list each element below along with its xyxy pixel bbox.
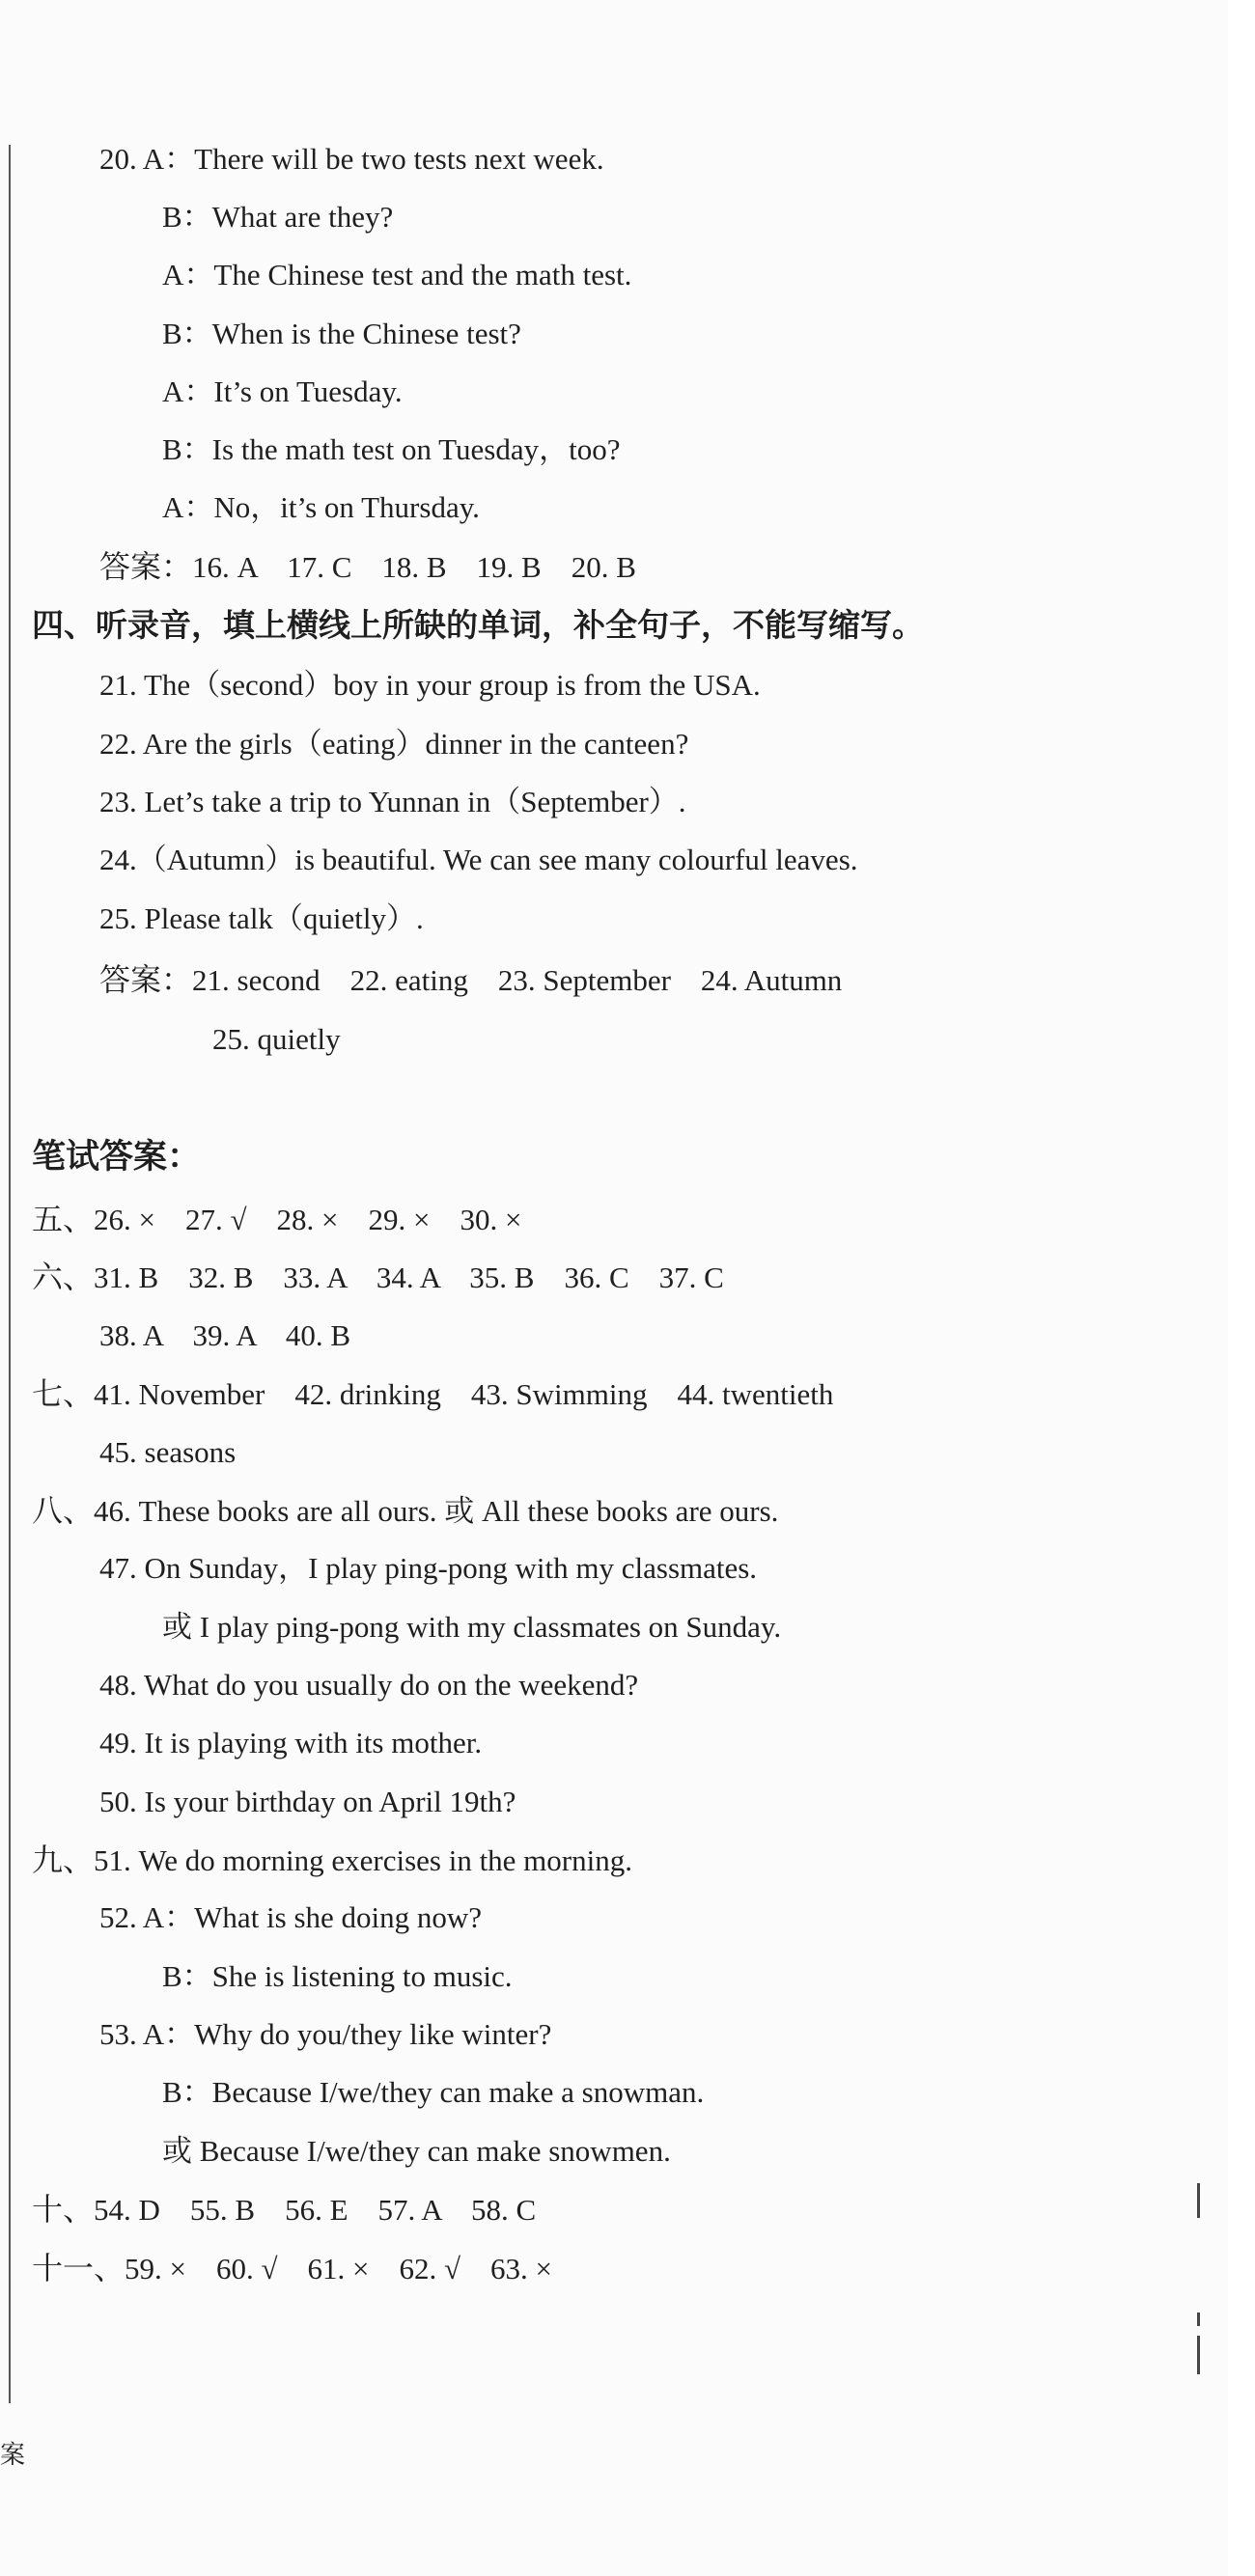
written-answers-heading: 笔试答案： (32, 1138, 202, 1177)
sentence-line: 22. Are the girls（eating）dinner in the canteen? (99, 727, 689, 761)
scan-mark (1197, 2183, 1200, 2218)
section-label: 五、 (32, 1201, 95, 1237)
answer-line: 25. quietly (212, 1022, 341, 1056)
section-label: 十一、 (32, 2250, 126, 2286)
section-8-line (32, 1491, 778, 1531)
section-label: 十、 (32, 2191, 95, 2228)
scan-mark (1197, 2313, 1200, 2326)
binding-margin-line (9, 145, 11, 2403)
answer-line (99, 960, 842, 1000)
answer-line: 52. A：What is she doing now? (99, 1900, 483, 1934)
answer-text: 54. D 55. B 56. E 57. A 58. C (94, 2193, 537, 2227)
section-9-line (32, 1841, 632, 1880)
dialogue-line: A：No，it’s on Thursday. (162, 490, 480, 524)
section-label: 九、 (32, 1842, 95, 1878)
answer-label: 答案： (99, 548, 193, 585)
answer-text: 21. second 22. eating 23. September 24. Autumn (192, 963, 843, 997)
answer-line: B：She is listening to music. (162, 1959, 513, 1993)
dialogue-line: B：When is the Chinese test? (162, 317, 521, 350)
answer-line: 49. It is playing with its mother. (99, 1726, 483, 1759)
answer-text: 31. B 32. B 33. A 34. A 35. B 36. C 37. C (94, 1260, 724, 1294)
page-footer-text: 案 (0, 2441, 26, 2470)
answer-text: 26. × 27. √ 28. × 29. × 30. × (94, 1203, 522, 1236)
dialogue-line: A：The Chinese test and the math test. (162, 258, 632, 291)
answer-label: 答案： (99, 961, 193, 998)
scan-mark (1197, 2336, 1200, 2374)
dialogue-line: 20. A：There will be two tests next week. (99, 142, 604, 176)
dialogue-line: B：Is the math test on Tuesday，too? (162, 432, 621, 466)
section-label: 七、 (32, 1375, 95, 1412)
answer-line: 53. A：Why do you/they like winter? (99, 2017, 552, 2051)
sentence-line: 25. Please talk（quietly）. (99, 901, 424, 935)
section-6-line (32, 1258, 724, 1297)
answer-line: 48. What do you usually do on the weekend? (99, 1668, 639, 1702)
answer-line: 50. Is your birthday on April 19th? (99, 1785, 516, 1818)
answer-line: B：Because I/we/they can make a snowman. (162, 2075, 705, 2109)
answer-text: 51. We do morning exercises in the morning. (94, 1843, 632, 1877)
sentence-line: 24.（Autumn）is beautiful. We can see many colourful leaves. (99, 843, 858, 876)
answer-line: 38. A 39. A 40. B (99, 1318, 351, 1352)
section-10-line (32, 2190, 536, 2230)
answer-line: 45. seasons (99, 1435, 237, 1469)
answer-text: 59. × 60. √ 61. × 62. √ 63. × (125, 2252, 552, 2285)
section-7-line (32, 1374, 833, 1414)
answer-text: 16. A 17. C 18. B 19. B 20. B (192, 550, 636, 584)
dialogue-line: A：It’s on Tuesday. (162, 374, 403, 408)
answer-text: 46. These books are all ours. 或 All these books are ours. (94, 1494, 779, 1528)
answer-line (99, 547, 636, 587)
section-label: 八、 (32, 1492, 95, 1529)
dialogue-line: B：What are they? (162, 200, 394, 234)
section-11-line (32, 2249, 552, 2288)
page-edge (1228, 0, 1255, 2576)
section-4-heading: 四、听录音，填上横线上所缺的单词，补全句子，不能写缩写。 (32, 606, 924, 644)
answer-line: 或 Because I/we/they can make snowmen. (162, 2134, 671, 2168)
section-label: 六、 (32, 1259, 95, 1295)
answer-text: 41. November 42. drinking 43. Swimming 44. twentieth (94, 1377, 834, 1411)
answer-line: 47. On Sunday，I play ping-pong with my classmates. (99, 1551, 758, 1585)
sentence-line: 23. Let’s take a trip to Yunnan in（September）. (99, 785, 686, 818)
sentence-line: 21. The（second）boy in your group is from the USA. (99, 668, 761, 702)
answer-line: 或 I play ping-pong with my classmates on Sunday. (162, 1610, 782, 1644)
section-5-line (32, 1200, 521, 1239)
